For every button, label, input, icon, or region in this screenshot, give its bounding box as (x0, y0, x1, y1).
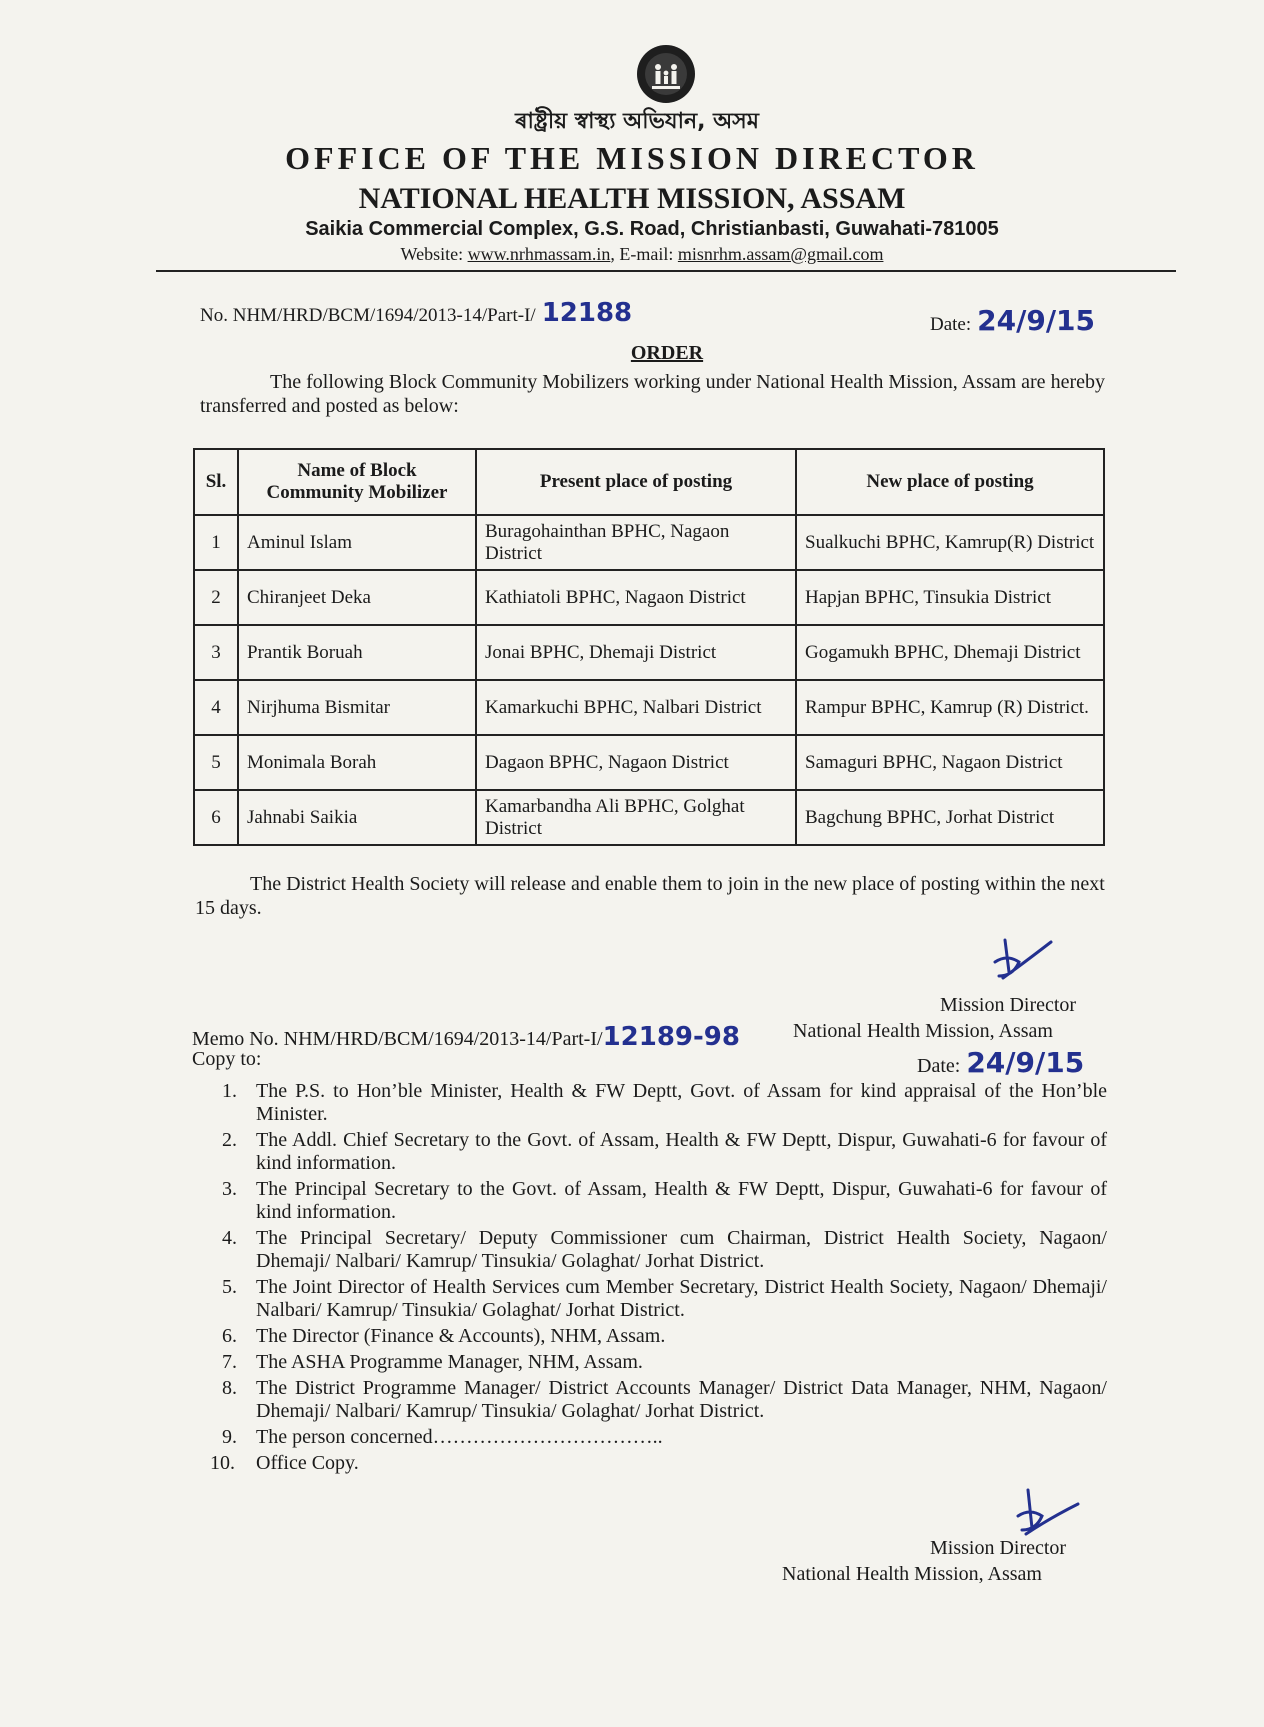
column-header-name: Name of Block Community Mobilizer (238, 449, 476, 515)
cell-present: Kamarbandha Ali BPHC, Golghat District (476, 790, 796, 845)
list-text: Office Copy. (256, 1452, 359, 1474)
cell-sl: 5 (194, 735, 238, 790)
list-item (222, 1325, 1107, 1348)
cell-name: Prantik Boruah (238, 625, 476, 680)
order-heading: ORDER (630, 342, 704, 364)
list-item (210, 1452, 1107, 1475)
list-number: 4. (222, 1227, 237, 1249)
cell-new: Bagchung BPHC, Jorhat District (796, 790, 1104, 845)
cell-name: Jahnabi Saikia (238, 790, 476, 845)
memo-prefix: Memo No. NHM/HRD/BCM/1694/2013-14/Part-I/ (192, 1028, 603, 1050)
organization-name: NATIONAL HEALTH MISSION, ASSAM (358, 182, 906, 215)
list-item (222, 1377, 1107, 1423)
cell-new: Gogamukh BPHC, Dhemaji District (796, 625, 1104, 680)
list-number: 1. (222, 1080, 237, 1102)
list-text: The P.S. to Hon’ble Minister, Health & FW Deptt, Govt. of Assam for kind appraisal of the Hon’ble Minister. (256, 1080, 1107, 1125)
list-item (222, 1426, 1107, 1449)
signature-icon (1010, 1484, 1080, 1544)
cell-sl: 6 (194, 790, 238, 845)
list-number: 10. (210, 1452, 235, 1474)
column-header-present: Present place of posting (476, 449, 796, 515)
office-title: OFFICE OF THE MISSION DIRECTOR (285, 140, 979, 176)
cell-name: Monimala Borah (238, 735, 476, 790)
order-date (930, 304, 1095, 337)
signatory-org: National Health Mission, Assam (793, 1020, 1053, 1042)
date-label: Date: (930, 314, 972, 335)
list-item (222, 1351, 1107, 1374)
signatory-title: Mission Director (940, 994, 1077, 1016)
list-text: The Principal Secretary/ Deputy Commissioner cum Chairman, District Health Society, Nagaon/ Dhemaji/ Nalbari/ Kamrup/ Tinsukia/ Golaghat/ Jorhat District. (256, 1227, 1107, 1272)
list-number: 7. (222, 1351, 237, 1373)
list-text: The Joint Director of Health Services cum Member Secretary, District Health Society, Nagaon/ Dhemaji/ Nalbari/ Kamrup/ Tinsukia/ Golaghat/ Jorhat District. (256, 1276, 1107, 1321)
list-item (222, 1276, 1107, 1322)
handwritten-date: 24/9/15 (966, 1046, 1085, 1079)
cell-present: Kamarkuchi BPHC, Nalbari District (476, 680, 796, 735)
cell-new: Samaguri BPHC, Nagaon District (796, 735, 1104, 790)
cell-name: Aminul Islam (238, 515, 476, 570)
table-row (194, 680, 1104, 735)
column-header-new: New place of posting (796, 449, 1104, 515)
cell-new: Rampur BPHC, Kamrup (R) District. (796, 680, 1104, 735)
signatory-title: Mission Director (930, 1537, 1067, 1559)
copy-to-label: Copy to: (192, 1048, 262, 1070)
email-label: , E-mail: (610, 244, 678, 264)
table-row (194, 790, 1104, 845)
list-item (222, 1080, 1107, 1126)
cell-sl: 3 (194, 625, 238, 680)
table-row (194, 515, 1104, 570)
list-text: The person concerned…………………………….. (256, 1426, 663, 1448)
list-number: 5. (222, 1276, 237, 1298)
table-header-row (194, 449, 1104, 515)
handwritten-date: 24/9/15 (977, 304, 1096, 337)
list-text: The Addl. Chief Secretary to the Govt. of Assam, Health & FW Deptt, Dispur, Guwahati-6 for favour of kind information. (256, 1129, 1107, 1174)
list-text: The ASHA Programme Manager, NHM, Assam. (256, 1351, 643, 1373)
contact-line (0, 244, 1264, 265)
list-item (222, 1227, 1107, 1273)
list-item (222, 1129, 1107, 1175)
list-text: The Director (Finance & Accounts), NHM, Assam. (256, 1325, 666, 1347)
handwritten-memo-number: 12189-98 (602, 1022, 740, 1052)
email-link[interactable]: misnrhm.assam@gmail.com (677, 244, 884, 264)
office-address: Saikia Commercial Complex, G.S. Road, Christianbasti, Guwahati-781005 (305, 218, 999, 240)
transfer-table (193, 448, 1105, 846)
cell-sl: 2 (194, 570, 238, 625)
list-number: 9. (222, 1426, 237, 1448)
reference-prefix: No. NHM/HRD/BCM/1694/2013-14/Part-I/ (200, 305, 536, 326)
list-item (222, 1178, 1107, 1224)
memo-number (192, 1022, 740, 1052)
list-text: The Principal Secretary to the Govt. of Assam, Health & FW Deptt, Dispur, Guwahati-6 for favour of kind information. (256, 1178, 1107, 1223)
nhm-logo-icon (636, 44, 696, 104)
website-label: Website: (400, 244, 468, 264)
website-link[interactable]: www.nrhmassam.in (467, 244, 611, 264)
cell-sl: 4 (194, 680, 238, 735)
cell-new: Hapjan BPHC, Tinsukia District (796, 570, 1104, 625)
cell-present: Dagaon BPHC, Nagaon District (476, 735, 796, 790)
list-text: The District Programme Manager/ District Accounts Manager/ District Data Manager, NHM, Nagaon/ Dhemaji/ Nalbari/ Kamrup/ Tinsukia/ Golaghat/ Jorhat District. (256, 1377, 1107, 1422)
list-number: 6. (222, 1325, 237, 1347)
cell-new: Sualkuchi BPHC, Kamrup(R) District (796, 515, 1104, 570)
intro-paragraph: The following Block Community Mobilizers working under National Health Mission, Assam are hereby transferred and posted as below: (200, 371, 1105, 417)
table-row (194, 625, 1104, 680)
date-label: Date: (917, 1055, 961, 1077)
table-row (194, 735, 1104, 790)
column-header-sl: Sl. (194, 449, 238, 515)
closing-paragraph: The District Health Society will release and enable them to join in the new place of posting within the next 15 days. (195, 873, 1105, 919)
cell-present: Buragohainthan BPHC, Nagaon District (476, 515, 796, 570)
reference-number (200, 298, 632, 328)
handwritten-reference: 12188 (541, 298, 633, 328)
cell-present: Kathiatoli BPHC, Nagaon District (476, 570, 796, 625)
cell-sl: 1 (194, 515, 238, 570)
list-number: 8. (222, 1377, 237, 1399)
signatory-org: National Health Mission, Assam (782, 1563, 1042, 1585)
table-row (194, 570, 1104, 625)
list-number: 3. (222, 1178, 237, 1200)
cell-present: Jonai BPHC, Dhemaji District (476, 625, 796, 680)
cell-name: Nirjhuma Bismitar (238, 680, 476, 735)
list-number: 2. (222, 1129, 237, 1151)
copy-list (210, 1080, 1107, 1478)
header-divider (156, 270, 1176, 272)
bengali-org-name: ৰাষ্ট্ৰীয় স্বাস্থ্য অভিযান, অসম (515, 109, 759, 134)
signature-icon (985, 932, 1055, 992)
memo-date (917, 1046, 1084, 1079)
cell-name: Chiranjeet Deka (238, 570, 476, 625)
